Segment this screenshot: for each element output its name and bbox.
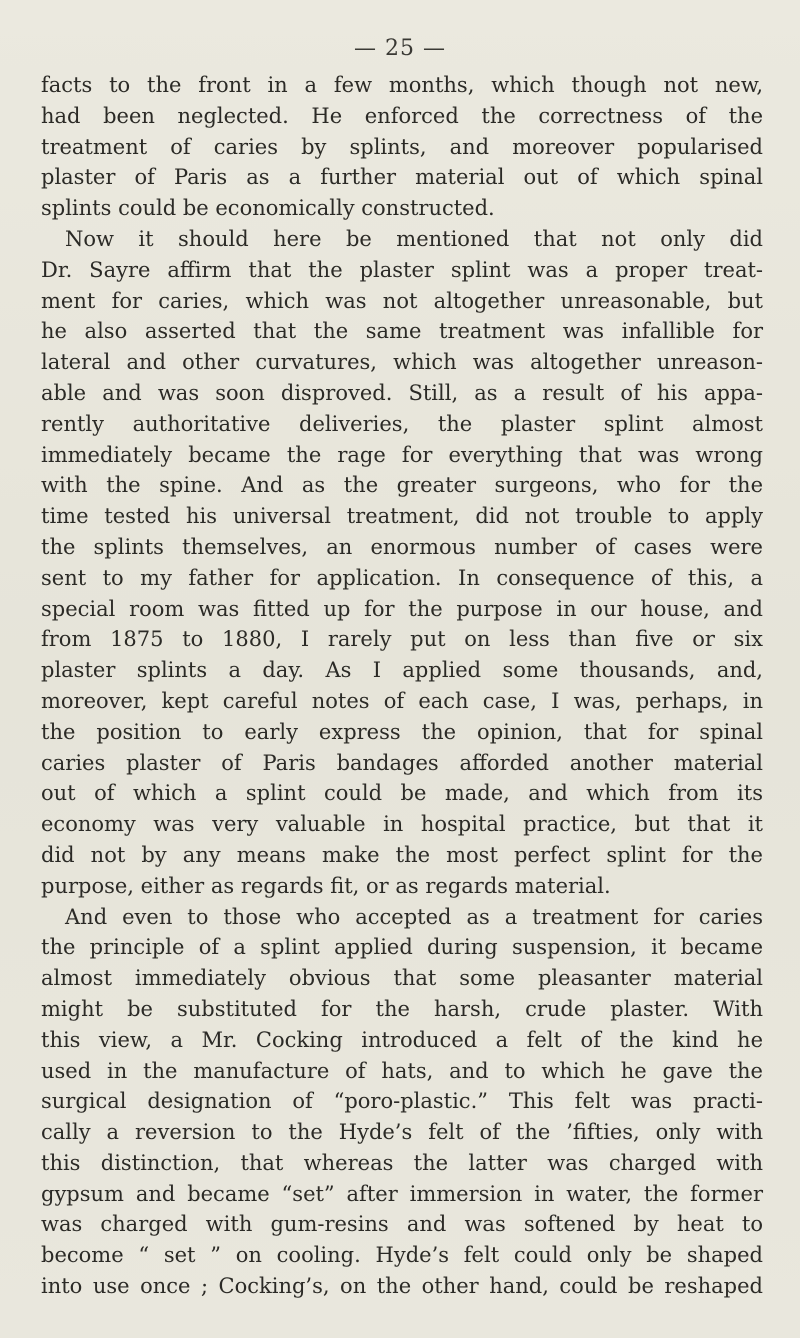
page-number: — 25 — [354,36,446,61]
text-line: used in the manufacture of hats, and to which he gave the [41,1058,763,1083]
text-line: cally a reversion to the Hyde’s felt of the ’fifties, only with [41,1120,763,1145]
text-line: into use once ; Cocking’s, on the other hand, could be reshaped [41,1274,763,1299]
text-line: surgical designation of “poro-plastic.” This felt was practi- [41,1089,763,1114]
text-line: was charged with gum-resins and was softened by heat to [41,1212,763,1237]
text-line: out of which a splint could be made, and which from its [41,781,763,806]
text-line: caries plaster of Paris bandages afforded another material [41,750,763,775]
text-line: this distinction, that whereas the latter was charged with [41,1150,763,1175]
text-line: plaster of Paris as a further material out of which spinal [41,165,763,190]
text-line: economy was very valuable in hospital practice, but that it [41,812,763,837]
text-line: moreover, kept careful notes of each case, I was, perhaps, in [41,688,763,713]
text-line: did not by any means make the most perfect splint for the [41,842,763,867]
text-line: immediately became the rage for everything that was wrong [41,442,763,467]
text-line: the principle of a splint applied during suspension, it became [41,935,763,960]
text-line: from 1875 to 1880, I rarely put on less than five or six [41,627,763,652]
text-line: able and was soon disproved. Still, as a result of his appa- [41,380,763,405]
text-line: gypsum and became “set” after immersion in water, the former [41,1181,763,1206]
text-line: facts to the front in a few months, which though not new, [41,73,763,97]
text-line: Now it should here be mentioned that not only did [65,226,763,251]
text-line: time tested his universal treatment, did not trouble to apply [41,504,763,529]
text-line: Dr. Sayre affirm that the plaster splint was a proper treat- [41,257,763,282]
text-line: special room was fitted up for the purpose in our house, and [41,596,763,621]
body-text [41,70,763,1302]
text-line: he also asserted that the same treatment was infallible for [41,319,763,344]
text-line: plaster splints a day. As I applied some thousands, and, [41,658,763,683]
text-line: splints could be economically constructed. [41,196,495,221]
text-line: might be substituted for the harsh, crude plaster. With [41,996,763,1021]
text-line: become “ set ” on cooling. Hyde’s felt could only be shaped [41,1243,763,1268]
text-line: lateral and other curvatures, which was altogether unreason- [41,350,763,375]
text-line: rently authoritative deliveries, the plaster splint almost [41,411,763,436]
text-line: almost immediately obvious that some pleasanter material [41,966,763,991]
text-line: And even to those who accepted as a treatment for caries [65,904,763,929]
text-line: sent to my father for application. In consequence of this, a [41,565,763,590]
text-line: the splints themselves, an enormous number of cases were [41,534,763,559]
text-line: with the spine. And as the greater surgeons, who for the [41,473,763,498]
text-line: ment for caries, which was not altogether unreasonable, but [41,288,763,313]
text-line: the position to early express the opinion, that for spinal [41,719,763,744]
text-line: had been neglected. He enforced the correctness of the [41,103,763,128]
text-line: this view, a Mr. Cocking introduced a felt of the kind he [41,1027,763,1052]
text-line: purpose, either as regards fit, or as regards material. [41,873,611,898]
text-line: treatment of caries by splints, and moreover popularised [41,134,763,159]
